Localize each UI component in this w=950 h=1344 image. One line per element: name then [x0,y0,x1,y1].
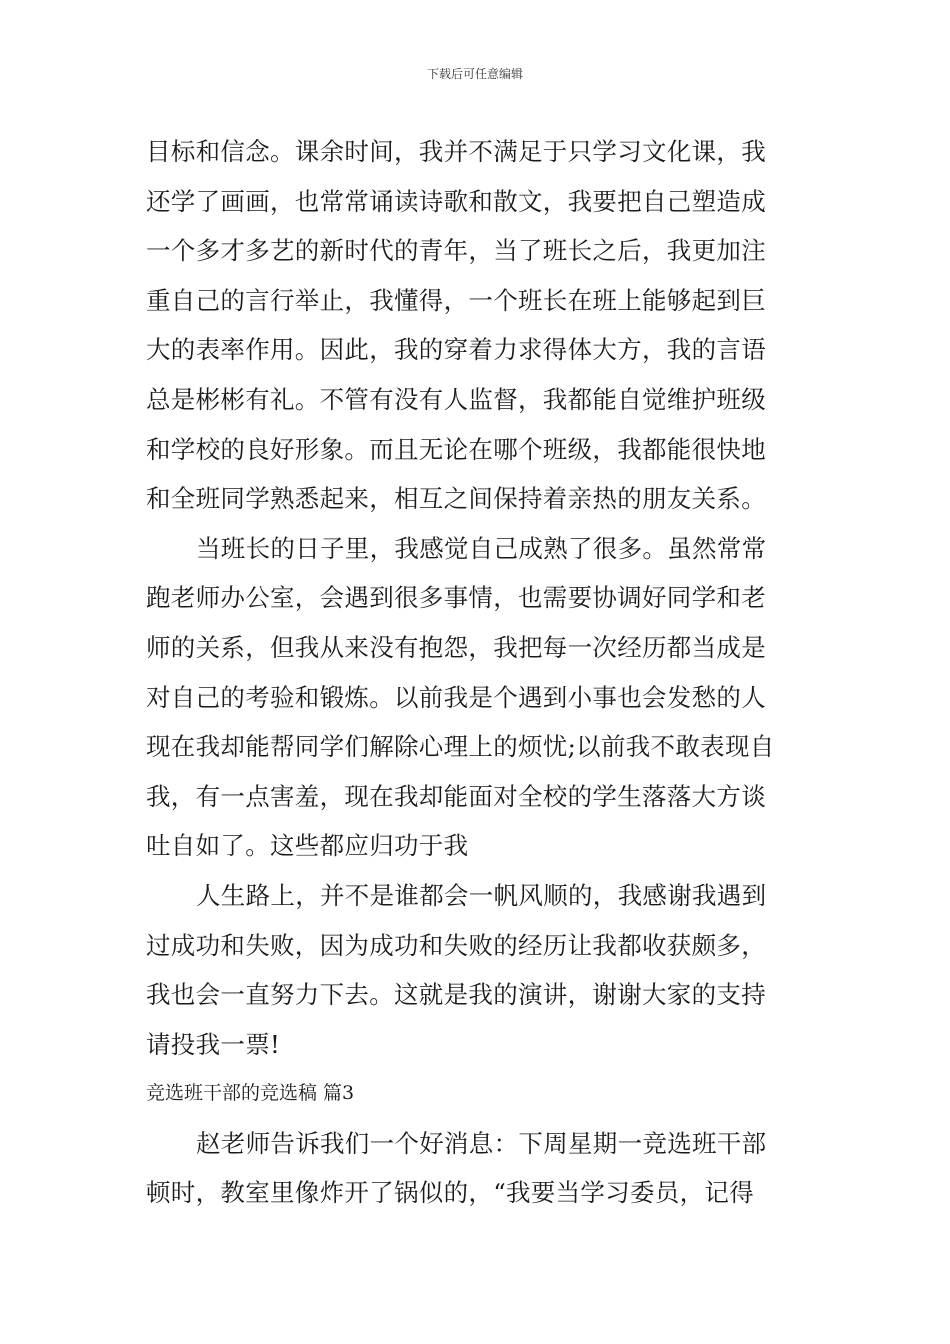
text-line: 大的表率作用。因此，我的穿着力求得体大方，我的言语 [146,335,766,365]
text-line: 目标和信念。课余时间，我并不满足于只学习文化课，我 [146,137,766,166]
text-line: 赵老师告诉我们一个好消息：下周星期一竞选班干部 [196,1128,767,1158]
paragraph [146,871,808,1069]
section-title: 竞选班干部的竞选稿 篇3 [146,1082,355,1105]
text-line: 人生路上，并不是谁都会一帆风顺的，我感谢我遇到 [196,880,767,910]
text-line: 总是彬彬有礼。不管有没有人监督，我都能自觉维护班级 [146,384,766,414]
text-line: 还学了画画，也常常诵读诗歌和散文，我要把自己塑造成 [146,186,766,216]
text-line: 吐自如了。这些都应归功于我 [146,831,469,861]
document-body [146,127,808,1218]
paragraph [146,524,808,871]
paragraph [146,127,808,524]
text-line: 和学校的良好形象。而且无论在哪个班级，我都能很快地 [146,434,766,464]
text-line: 当班长的日子里，我感觉自己成熟了很多。虽然常常 [196,533,767,563]
text-line: 一个多才多艺的新时代的青年，当了班长之后，我更加注 [146,236,766,266]
text-line: 和全班同学熟悉起来，相互之间保持着亲热的朋友关系。 [146,484,766,514]
text-line: 我也会一直努力下去。这就是我的演讲，谢谢大家的支持 [146,980,766,1010]
text-line: 请投我一票! [146,1029,281,1059]
text-line: 对自己的考验和锻炼。以前我是个遇到小事也会发愁的人 [146,682,766,712]
text-line: 过成功和失败，因为成功和失败的经历让我都收获颇多， [146,930,766,960]
text-line: 跑老师办公室，会遇到很多事情，也需要协调好同学和老 [146,583,766,613]
page-header: 下载后可任意编辑 [426,67,523,81]
text-line: 重自己的言行举止，我懂得，一个班长在班上能够起到巨 [146,285,766,315]
text-line: 现在我却能帮同学们解除心理上的烦忧;以前我不敢表现自 [146,732,775,762]
paragraph [146,1119,808,1218]
text-line: 师的关系，但我从来没有抱怨，我把每一次经历都当成是 [146,632,766,662]
text-line: 顿时，教室里像炸开了锅似的，“我要当学习委员，记得 [146,1178,755,1208]
text-line: 我，有一点害羞，现在我却能面对全校的学生落落大方谈 [146,781,766,811]
